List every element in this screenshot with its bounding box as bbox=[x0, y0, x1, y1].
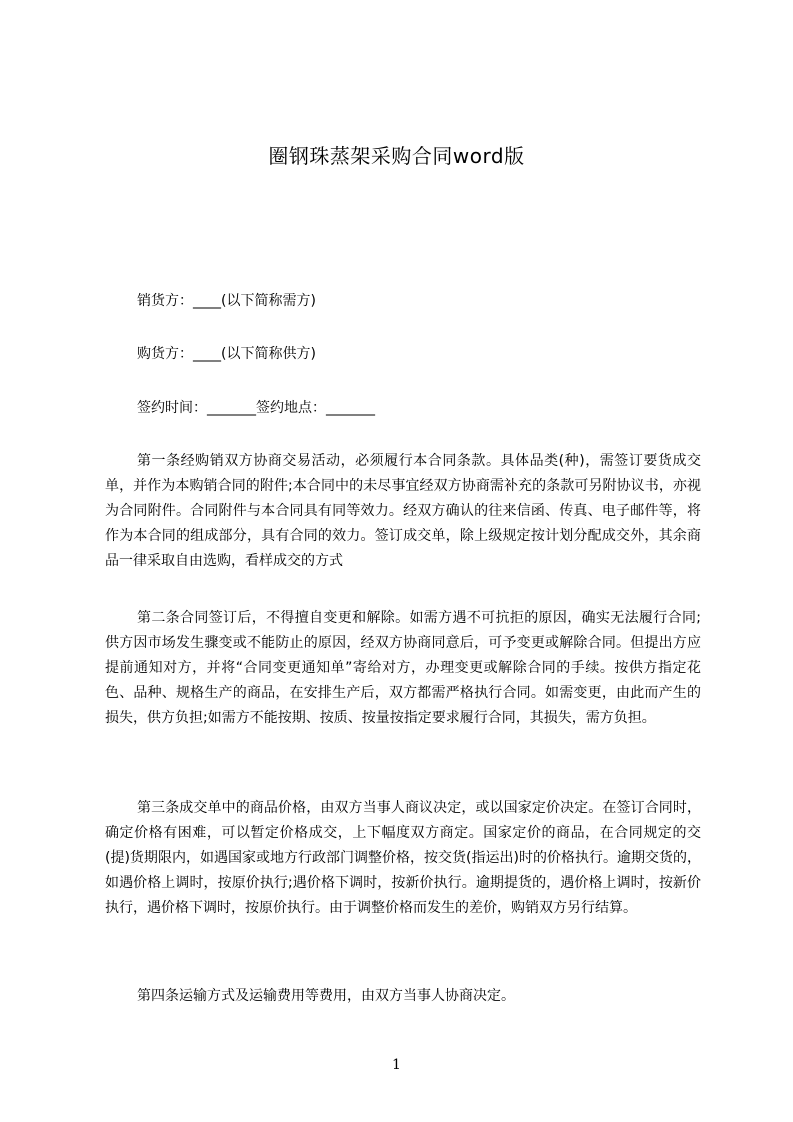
page-number: 1 bbox=[392, 1057, 401, 1073]
article-3-paragraph: 第三条成交单中的商品价格，由双方当事人商议决定，或以国家定价决定。在签订合同时，确定价格有困难，可以暂定价格成交，上下幅度双方商定。国家定价的商品，在合同规定的交(提)货期限内，如遇国家或地方行政部门调整价格，按交货(指运出)时的价格执行。逾期交货的，如遇价格上调时，按原价执行;遇价格下调时，按新价执行。逾期提货的，遇价格上调时，按新价执行，遇价格下调时，按原价执行。由于调整价格而发生的差价，购销双方另行结算。 bbox=[105, 800, 701, 916]
article-2-paragraph: 第二条合同签订后，不得擅自变更和解除。如需方遇不可抗拒的原因，确实无法履行合同;供方因市场发生骤变或不能防止的原因，经双方协商同意后，可予变更或解除合同。但提出方应提前通知对方，并将“合同变更通知单”寄给对方，办理变更或解除合同的手续。按供方指定花色、品种、规格生产的商品，在安排生产后，双方都需严格执行合同。如需变更，由此而产生的损失，供方负担;如需方不能按期、按质、按量按指定要求履行合同，其损失，需方负担。 bbox=[105, 610, 701, 726]
article-1-paragraph: 第一条经购销双方协商交易活动，必须履行本合同条款。具体品类(种)，需签订要货成交单，并作为本购销合同的附件;本合同中的未尽事宜经双方协商需补充的条款可另附协议书，亦视为合同附件。合同附件与本合同具有同等效力。经双方确认的往来信函、传真、电子邮件等，将作为本合同的组成部分，具有合同的效力。签订成交单，除上级规定按计划分配成交外，其余商品一律采取自由选购，看样成交的方式 bbox=[105, 453, 701, 569]
article-4-paragraph: 第四条运输方式及运输费用等费用，由双方当事人协商决定。 bbox=[137, 988, 515, 1004]
document-title: 圈钢珠蒸架采购合同word版 bbox=[268, 144, 525, 168]
sign-info-field: 签约时间：_______签约地点：_______ bbox=[137, 400, 375, 416]
buyer-field: 购货方：____(以下简称供方) bbox=[137, 346, 316, 362]
seller-field: 销货方：____(以下简称需方) bbox=[137, 293, 316, 309]
